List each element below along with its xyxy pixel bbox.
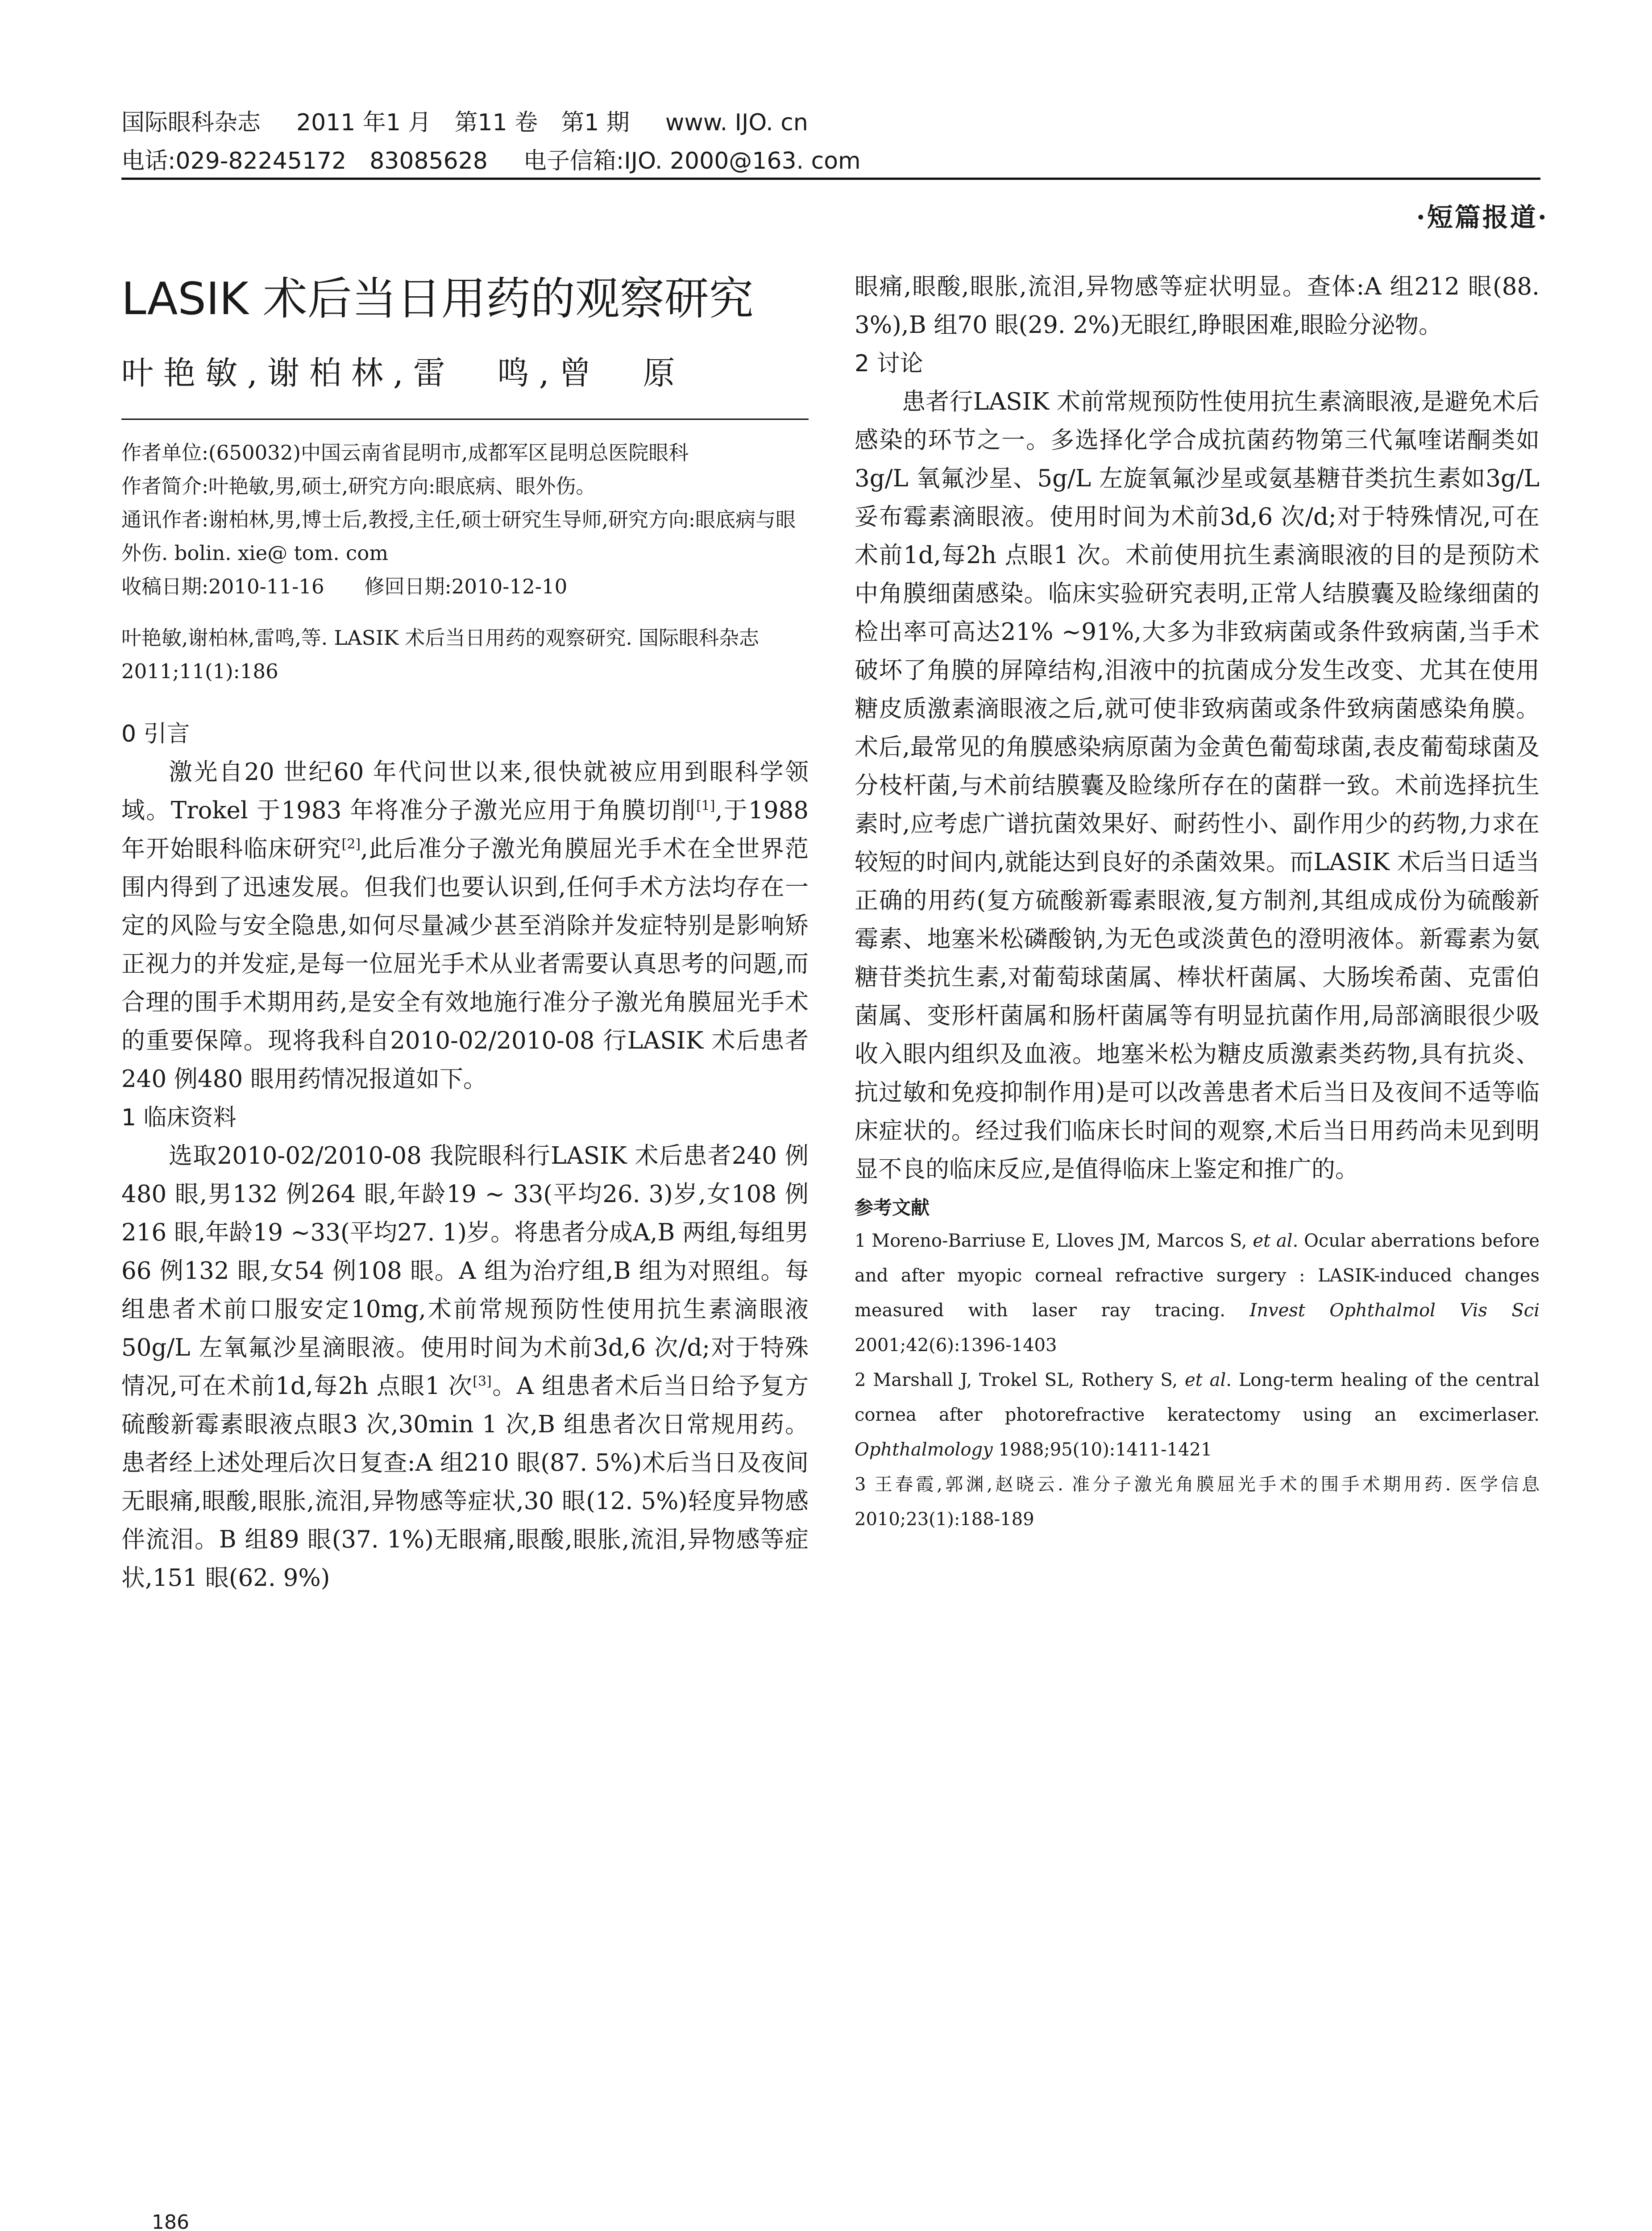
citation-mark: [3]	[473, 1373, 492, 1389]
left-column	[121, 268, 809, 1597]
journal-url: www. IJO. cn	[665, 109, 808, 136]
section-tag: ·短篇报道·	[1416, 202, 1548, 232]
article-title: LASIK 术后当日用药的观察研究	[121, 273, 754, 325]
references-heading: 参考文献	[855, 1197, 930, 1219]
phone-info: 电话:029-82245172 83085628	[121, 148, 488, 174]
header-line-1	[121, 104, 1540, 142]
citation-line: 叶艳敏,谢柏林,雷鸣,等. LASIK 术后当日用药的观察研究. 国际眼科杂志 2011;11(1):186	[121, 626, 760, 683]
clinical-heading: 1 临床资料	[121, 1104, 237, 1131]
reference-item: 1 Moreno-Barriuse E, Lloves JM, Marcos S, et al. Ocular aberrations before and after myopic corneal refractive surgery : LASIK-induced changes measured with laser ray tracing. Invest Ophthalmol Vis Sci 2001;42(6):1396-1403	[855, 1231, 1540, 1356]
author-list: 叶艳敏,谢柏林,雷 鸣,曾 原	[121, 354, 685, 392]
issue-info: 2011 年1 月 第11 卷 第1 期	[296, 109, 630, 136]
clinical-paragraph: 选取2010-02/2010-08 我院眼科行LASIK 术后患者240 例480 眼,男132 例264 眼,年龄19 ~ 33(平均26. 3)岁,女108 例216 眼,年龄19 ~33(平均27. 1)岁。将患者分成A,B 两组,每组男66 例132 眼,女54 例108 眼。A 组为治疗组,B 组为对照组。每组患者术前口服安定10mg,术前常规预防性使用抗生素滴眼液50g/L 左氧氟沙星滴眼液。使用时间为术前3d,6 次/d;对于特殊情况,可在术前1d,每2h 点眼1 次[3]。A 组患者术后当日给予复方硫酸新霉素眼液点眼3 次,30min 1 次,B 组患者次日常规用药。患者经上述处理后次日复查:A 组210 眼(87. 5%)术后当日及夜间无眼痛,眼酸,眼胀,流泪,异物感等症状,30 眼(12. 5%)轻度异物感伴流泪。B 组89 眼(37. 1%)无眼痛,眼酸,眼胀,流泪,异物感等症状,151 眼(62. 9%)	[121, 1142, 809, 1592]
references-section	[855, 1192, 1540, 1537]
intro-heading: 0 引言	[121, 721, 190, 747]
intro-paragraph: 激光自20 世纪60 年代问世以来,很快就被应用到眼科学领域。Trokel 于1983 年将准分子激光应用于角膜切削[1],于1988 年开始眼科临床研究[2],此后准分子激光角膜屈光手术在全世界范围内得到了迅速发展。但我们也要认识到,任何手术方法均存在一定的风险与安全隐患,如何尽量减少甚至消除并发症特别是影响矫正视力的并发症,是每一位屈光手术从业者需要认真思考的问题,而合理的围手术期用药,是安全有效地施行准分子激光角膜屈光手术的重要保障。现将我科自2010-02/2010-08 行LASIK 术后患者240 例480 眼用药情况报道如下。	[121, 759, 809, 1093]
discussion-heading: 2 讨论	[855, 350, 923, 377]
header-line-2	[121, 142, 1540, 180]
discussion-section	[855, 344, 1540, 1189]
author-intro: 作者简介:叶艳敏,男,硕士,研究方向:眼底病、眼外伤。	[121, 474, 596, 498]
reference-item: 2 Marshall J, Trokel SL, Rothery S, et al. Long-term healing of the central cornea after photorefractive keratectomy using an excimerlaser. Ophthalmology 1988;95(10):1411-1421	[855, 1370, 1540, 1460]
citation-mark: [2]	[341, 836, 361, 852]
clinical-section	[121, 1099, 809, 1597]
discussion-paragraph: 患者行LASIK 术前常规预防性使用抗生素滴眼液,是避免术后感染的环节之一。多选择化学合成抗菌药物第三代氟喹诺酮类如3g/L 氧氟沙星、5g/L 左旋氧氟沙星或氨基糖苷类抗生素如3g/L 妥布霉素滴眼液。使用时间为术前3d,6 次/d;对于特殊情况,可在术前1d,每2h 点眼1 次。术前使用抗生素滴眼液的目的是预防术中角膜细菌感染。临床实验研究表明,正常人结膜囊及睑缘细菌的检出率可高达21% ~91%,大多为非致病菌或条件致病菌,当手术破坏了角膜的屏障结构,泪液中的抗菌成分发生改变、尤其在使用糖皮质激素滴眼液之后,就可使非致病菌或条件致病菌感染角膜。术后,最常见的角膜感染病原菌为金黄色葡萄球菌,表皮葡萄球菌及分枝杆菌,与术前结膜囊及睑缘所存在的菌群一致。术前选择抗生素时,应考虑广谱抗菌效果好、耐药性小、副作用少的药物,力求在较短的时间内,就能达到良好的杀菌效果。而LASIK 术后当日适当正确的用药(复方硫酸新霉素眼液,复方制剂,其组成成份为硫酸新霉素、地塞米松磷酸钠,为无色或淡黄色的澄明液体。新霉素为氨糖苷类抗生素,对葡萄球菌属、棒状杆菌属、大肠埃希菌、克雷伯菌属、变形杆菌属和肠杆菌属等有明显抗菌作用,局部滴眼很少吸收入眼内组织及血液。地塞米松为糖皮质激素类药物,具有抗炎、抗过敏和免疫抑制作用)是可以改善患者术后当日及夜间不适等临床症状的。经过我们临床长时间的观察,术后当日用药尚未见到明显不良的临床反应,是值得临床上鉴定和推广的。	[855, 388, 1540, 1183]
citation-mark: [1]	[696, 798, 715, 814]
header-divider	[121, 178, 1540, 180]
corresponding-author: 通讯作者:谢柏林,男,博士后,教授,主任,硕士研究生导师,研究方向:眼底病与眼外伤. bolin. xie@ tom. com	[121, 508, 796, 565]
received-dates: 收稿日期:2010-11-16 修回日期:2010-12-10	[121, 575, 568, 598]
reference-item: 3 王春霞,郭渊,赵晓云. 准分子激光角膜屈光手术的围手术期用药. 医学信息2010;23(1):188-189	[855, 1474, 1540, 1530]
meta-divider	[121, 419, 809, 420]
right-column	[855, 268, 1540, 1537]
affiliation: 作者单位:(650032)中国云南省昆明市,成都军区昆明总医院眼科	[121, 441, 689, 464]
clinical-continuation	[855, 268, 1540, 344]
article-meta	[121, 436, 809, 603]
email-info: 电子信箱:IJO. 2000@163. com	[523, 148, 861, 174]
clinical-paragraph-cont: 眼痛,眼酸,眼胀,流泪,异物感等症状明显。查体:A 组212 眼(88. 3%),B 组70 眼(29. 2%)无眼红,睁眼困难,眼睑分泌物。	[855, 273, 1540, 339]
journal-name: 国际眼科杂志	[121, 109, 261, 136]
intro-section	[121, 715, 809, 1099]
journal-header	[121, 104, 1540, 180]
page-number: 186	[152, 2211, 189, 2231]
